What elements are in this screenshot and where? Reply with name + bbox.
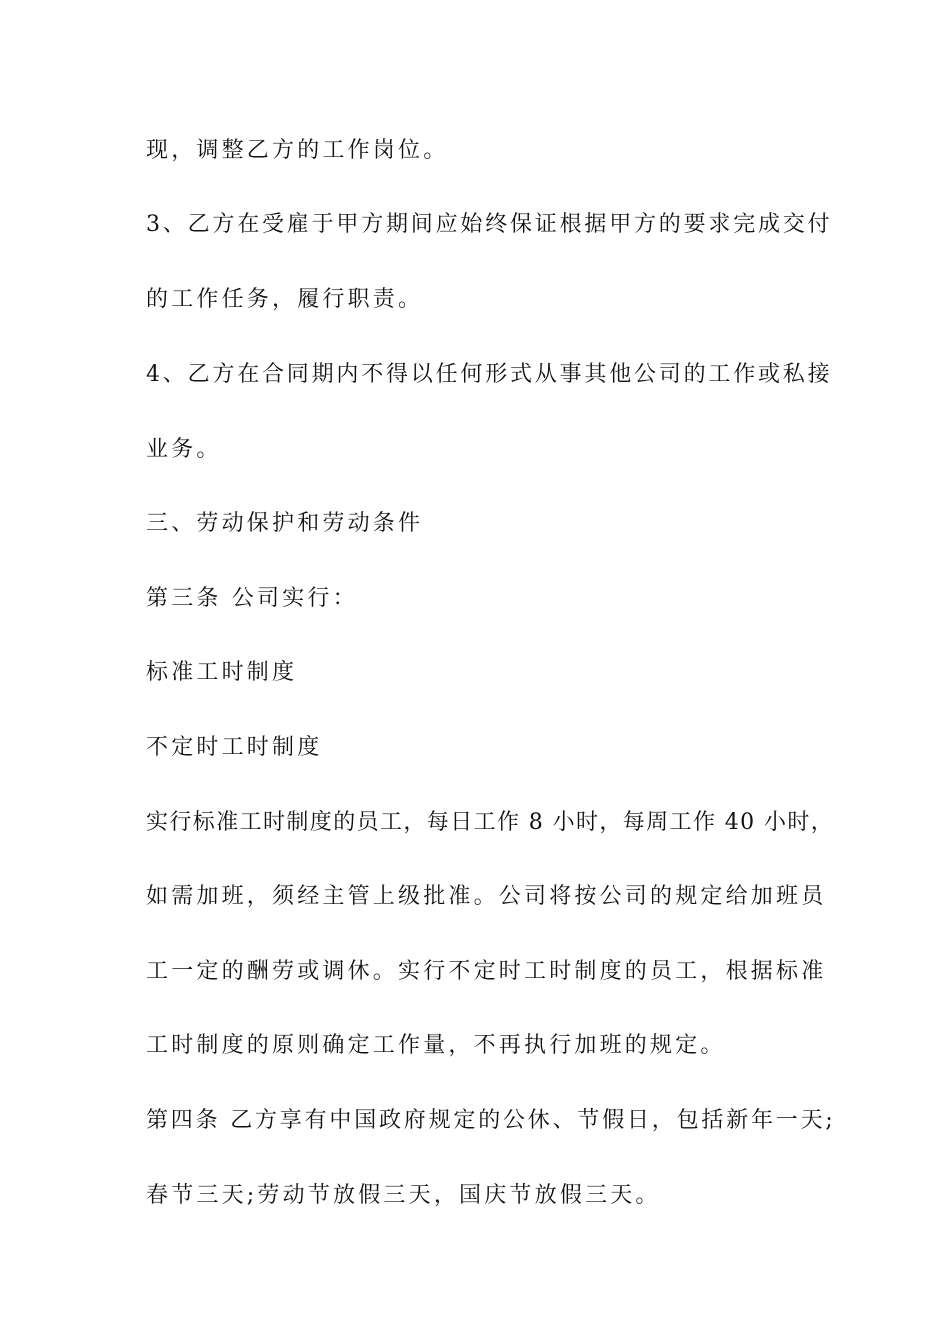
text-line: 业务。 (146, 437, 222, 462)
text-line: 实行标准工时制度的员工，每日工作 8 小时，每周工作 40 小时， (146, 810, 835, 835)
article-heading: 第四条 乙方享有中国政府规定的公休、节假日，包括新年一天; (146, 1108, 836, 1133)
text-line: 现，调整乙方的工作岗位。 (146, 138, 449, 163)
article-heading: 第三条 公司实行： (146, 586, 358, 611)
text-line: 工时制度的原则确定工作量，不再执行加班的规定。 (146, 1033, 726, 1058)
text-line: 标准工时制度 (146, 660, 298, 685)
text-line: 的工作任务，履行职责。 (146, 287, 424, 312)
text-line: 不定时工时制度 (146, 735, 323, 760)
text-line: 春节三天;劳动节放假三天，国庆节放假三天。 (146, 1183, 661, 1208)
text-line: 工一定的酬劳或调休。实行不定时工时制度的员工，根据标准 (146, 959, 827, 984)
section-heading: 三、劳动保护和劳动条件 (146, 511, 424, 536)
text-line: 如需加班，须经主管上级批准。公司将按公司的规定给加班员 (146, 884, 827, 909)
text-line: 3、乙方在受雇于甲方期间应始终保证根据甲方的要求完成交付 (146, 212, 833, 237)
text-line: 4、乙方在合同期内不得以任何形式从事其他公司的工作或私接 (146, 362, 833, 387)
